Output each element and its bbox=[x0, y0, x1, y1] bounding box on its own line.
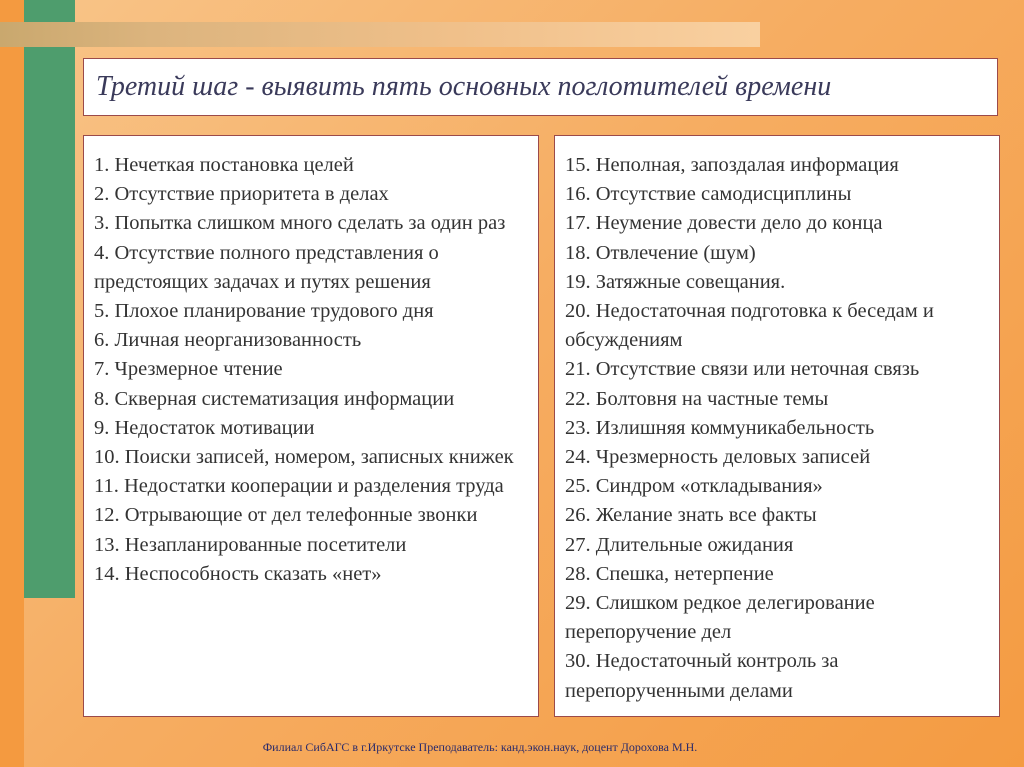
slide-title: Третий шаг - выявить пять основных поглотителей времени bbox=[96, 71, 832, 102]
list-item: 12. Отрывающие от дел телефонные звонки bbox=[94, 504, 478, 527]
list-item: 26. Желание знать все факты bbox=[565, 504, 817, 527]
list-item: 10. Поиски записей, номером, записных книжек bbox=[94, 446, 514, 469]
list-item: 15. Неполная, запоздалая информация bbox=[565, 154, 899, 176]
decorative-top-band bbox=[0, 22, 760, 47]
list-item: 23. Излишняя коммуникабельность bbox=[565, 416, 875, 439]
list-item: 14. Неспособность сказать «нет» bbox=[94, 562, 382, 585]
list-item: 16. Отсутствие самодисциплины bbox=[565, 183, 852, 206]
list-item: 2. Отсутствие приоритета в делах bbox=[94, 183, 389, 206]
list-item: 5. Плохое планирование трудового дня bbox=[94, 300, 434, 323]
list-item: 1. Нечеткая постановка целей bbox=[94, 154, 354, 176]
title-box bbox=[83, 58, 998, 116]
list-item: 9. Недостаток мотивации bbox=[94, 416, 315, 439]
list-item: 18. Отвлечение (шум) bbox=[565, 241, 756, 264]
right-list-box bbox=[554, 135, 1000, 717]
list-item: 21. Отсутствие связи или неточная связь bbox=[565, 358, 920, 381]
list-item: 22. Болтовня на частные темы bbox=[565, 387, 829, 410]
list-item: 24. Чрезмерность деловых записей bbox=[565, 446, 871, 469]
list-item: 11. Недостатки кооперации и разделения труда bbox=[94, 475, 504, 498]
list-item: 6. Личная неорганизованность bbox=[94, 329, 362, 352]
list-item: 30. Недостаточный контроль за перепорученными делами bbox=[565, 650, 839, 702]
decorative-green-stripe bbox=[24, 0, 75, 598]
left-list-box bbox=[83, 135, 539, 717]
list-item: 7. Чрезмерное чтение bbox=[94, 358, 283, 381]
list-item: 19. Затяжные совещания. bbox=[565, 270, 786, 293]
list-item: 29. Слишком редкое делегирование перепоручение дел bbox=[565, 592, 875, 644]
list-item: 3. Попытка слишком много сделать за один раз bbox=[94, 212, 506, 235]
list-item: 28. Спешка, нетерпение bbox=[565, 562, 774, 585]
list-item: 4. Отсутствие полного представления о предстоящих задачах и путях решения bbox=[94, 241, 439, 293]
list-item: 27. Длительные ожидания bbox=[565, 533, 794, 556]
list-item: 25. Синдром «откладывания» bbox=[565, 475, 823, 498]
slide-footer: Филиал СибАГС в г.Иркутске Преподаватель: канд.экон.наук, доцент Дорохова М.Н. bbox=[262, 740, 698, 754]
list-item: 20. Недостаточная подготовка к беседам и обсуждениям bbox=[565, 300, 934, 352]
list-item: 8. Скверная систематизация информации bbox=[94, 387, 455, 410]
list-item: 13. Незапланированные посетители bbox=[94, 533, 407, 556]
list-item: 17. Неумение довести дело до конца bbox=[565, 212, 883, 235]
